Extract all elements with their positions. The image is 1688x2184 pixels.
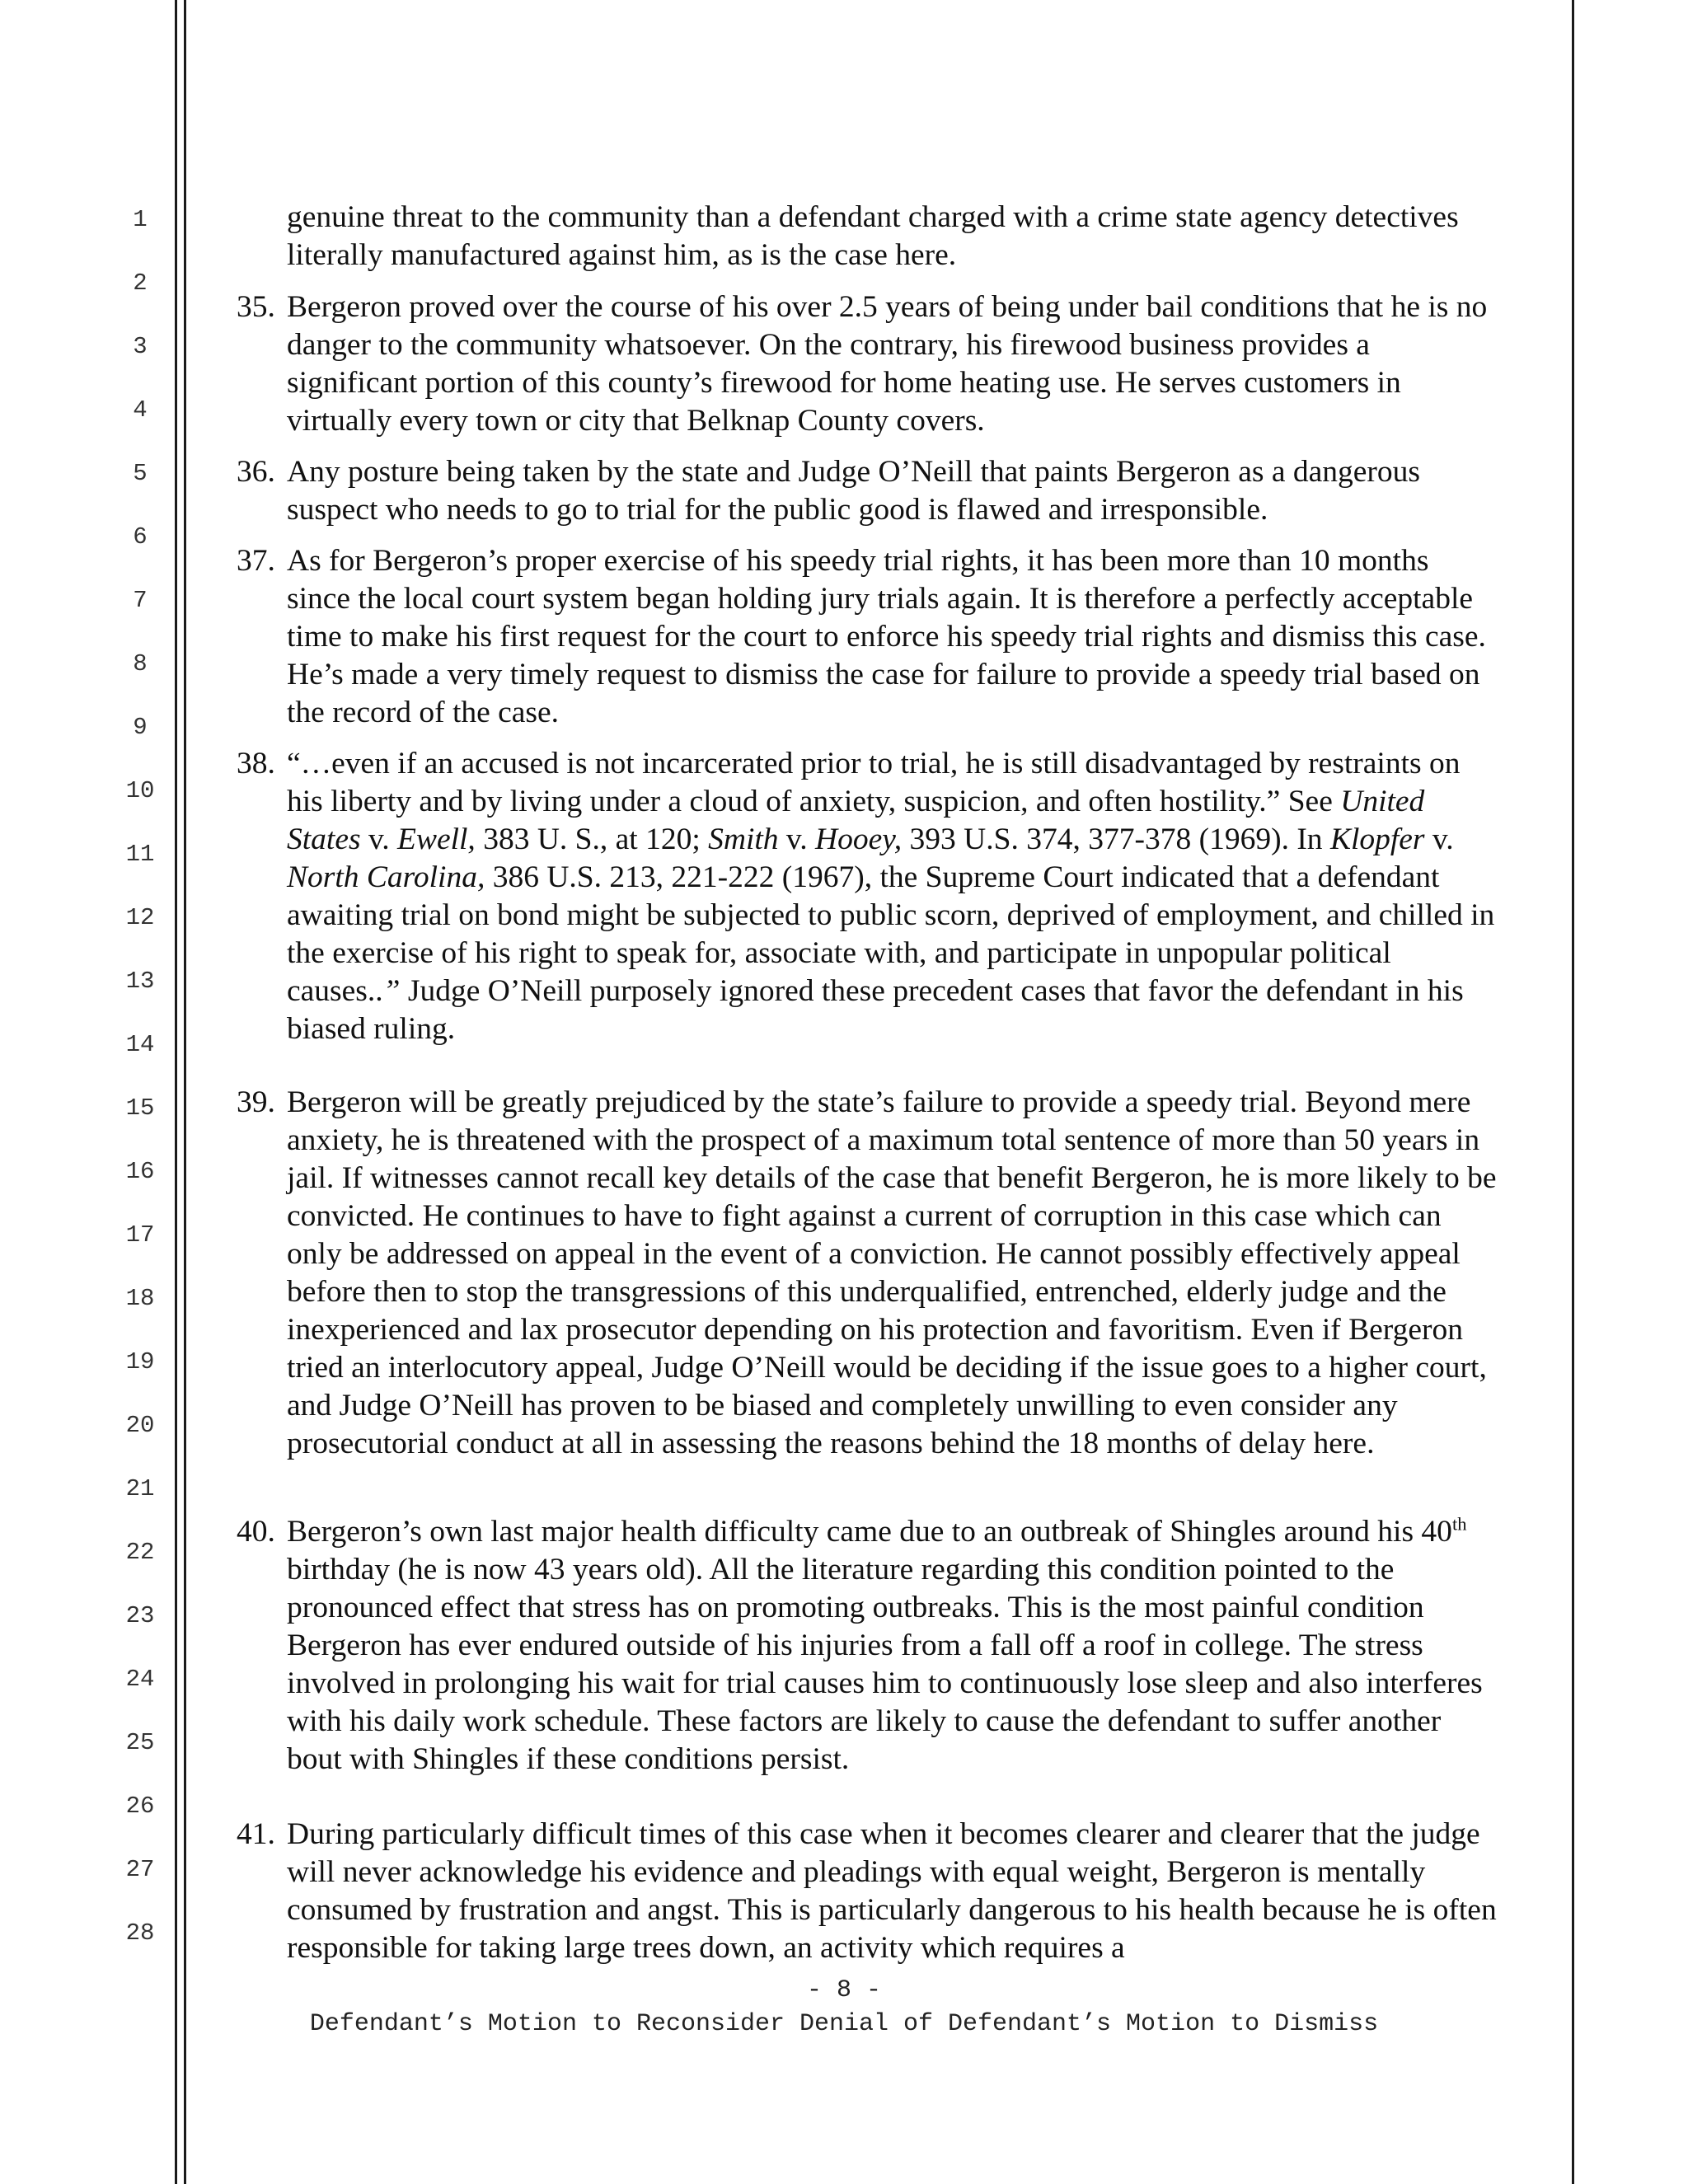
line-number: 1 [133, 206, 148, 233]
paragraph-text: During particularly difficult times of this case when it becomes clearer and clearer that the judge will never acknowledge his evidence and pleadings with equal weight, Bergeron is mentally consumed by frustration and angst. This is particularly dangerous to his health because he is often responsible for taking large trees down, an activity which requires a [287, 1817, 1497, 1965]
paragraph-number: 38. [237, 747, 275, 780]
paragraph-36 [237, 453, 1498, 529]
paragraph-text [287, 745, 1498, 1048]
line-number: 26 [125, 1793, 155, 1820]
paragraph-37 [237, 542, 1498, 732]
paragraph-text: As for Bergeron’s proper exercise of his speedy trial rights, it has been more than 10 months since the local court system began holding jury trials again. It is therefore a perfectly acceptable time to make his first request for the court to enforce his speedy trial rights and dismiss this case. He’s made a very timely request to dismiss the case for failure to provide a speedy trial based on the record of the case. [287, 544, 1486, 729]
line-number: 3 [133, 333, 148, 360]
paragraph-39 [237, 1084, 1498, 1463]
paragraph-number: 41. [237, 1817, 275, 1851]
line-number: 25 [125, 1729, 155, 1756]
case-name: Hooey, [814, 823, 903, 856]
line-number: 21 [125, 1475, 155, 1502]
line-number: 24 [125, 1666, 155, 1693]
line-number: 20 [125, 1412, 155, 1439]
line-number: 4 [133, 396, 148, 424]
paragraph-number: 36. [237, 455, 275, 489]
line-number: 22 [125, 1539, 155, 1566]
line-number: 19 [125, 1348, 155, 1376]
line-number: 9 [133, 714, 148, 741]
case-name: North Carolina, [287, 860, 485, 894]
text-run: v. [1424, 823, 1454, 856]
text-run: 393 U.S. 374, 377-378 (1969). In [902, 823, 1330, 856]
line-number: 28 [125, 1919, 155, 1947]
line-number: 17 [125, 1221, 155, 1249]
right-margin-rule [1572, 0, 1574, 2184]
text-run: 386 U.S. 213, 221-222 (1967), the Supreme Court indicated that a defendant awaiting trial on bond might be subjected to public scorn, deprived of employment, and chilled in the exercise of his right to speak for, associate with, and participate in unpopular political causes.. [287, 860, 1495, 1008]
paragraph-number: 40. [237, 1515, 275, 1549]
line-number: 16 [125, 1158, 155, 1185]
line-number: 27 [125, 1856, 155, 1883]
line-number: 18 [125, 1285, 155, 1312]
case-name: Ewell, [397, 823, 476, 856]
text-run: v. [360, 823, 398, 856]
paragraph-number: 37. [237, 544, 275, 578]
paragraph-41 [237, 1816, 1498, 1967]
line-number: 8 [133, 650, 148, 677]
paragraph-text: Any posture being taken by the state and Judge O’Neill that paints Bergeron as a dangerous suspect who needs to go to trial for the public good is flawed and irresponsible. [287, 455, 1420, 527]
paragraph-35 [237, 288, 1498, 440]
line-number: 11 [125, 841, 155, 868]
page-number: - 8 - [806, 1976, 881, 2004]
line-number: 5 [133, 460, 148, 487]
paragraph-text [287, 1513, 1498, 1779]
line-number: 7 [133, 587, 148, 614]
line-number: 10 [125, 777, 155, 804]
paragraph-number: 39. [237, 1085, 275, 1119]
paragraph-text: Bergeron will be greatly prejudiced by the state’s failure to provide a speedy trial. Beyond mere anxiety, he is threatened with the prospect of a maximum total sentence of more than 50 years in jail. If witnesses cannot recall key details of the case that benefit Bergeron, he is more likely to be convicted. He continues to have to fight against a current of corruption in this case which can only be addressed on appeal in the event of a conviction. He cannot possibly effectively appeal before then to stop the transgressions of this underqualified, entrenched, elderly judge and the inexperienced and lax prosecutor depending on his protection and favoritism. Even if Bergeron tried an interlocutory appeal, Judge O’Neill would be deciding if the issue goes to a higher court, and Judge O’Neill has proven to be biased and completely unwilling to even consider any prosecutorial conduct at all in assessing the reasons behind the 18 months of delay here. [287, 1085, 1497, 1460]
line-number: 15 [125, 1094, 155, 1122]
case-name: Klopfer [1329, 823, 1425, 856]
left-margin-rule [175, 0, 177, 2184]
paragraph-38 [237, 745, 1498, 1048]
case-name: United States [287, 785, 1425, 856]
line-number: 14 [125, 1031, 155, 1058]
line-number: 13 [125, 968, 155, 995]
text-run: Judge O’Neill purposely ignored these precedent cases that favor the defendant in his biased ruling. [287, 974, 1464, 1046]
case-name: Smith [708, 823, 779, 856]
text-run: birthday (he is now 43 years old). All the literature regarding this condition pointed to the pronounced effect that stress has on promoting outbreaks. This is the most painful condition Bergeron has ever endured outside of his injuries from a fall off a roof in college. The stress involved in prolonging his wait for trial causes him to continuously lose sleep and also interferes with his daily work schedule. These factors are likely to cause the defendant to suffer another bout with Shingles if these conditions persist. [287, 1553, 1483, 1776]
paragraph-40 [237, 1513, 1498, 1779]
text-run: “…even if an accused is not incarcerated prior to trial, he is still disadvantaged by restraints on his liberty and by living under a cloud of anxiety, suspicion, and often hostility.” See [287, 747, 1461, 818]
line-number: 12 [125, 904, 155, 931]
line-number: 23 [125, 1602, 155, 1629]
text-run: Bergeron’s own last major health difficulty came due to an outbreak of Shingles around his 40 [287, 1515, 1452, 1549]
paragraph-number: 35. [237, 290, 275, 324]
line-number: 6 [133, 523, 148, 551]
paragraph-continuation: genuine threat to the community than a defendant charged with a crime state agency detectives literally manufactured against him, as is the case here. [287, 200, 1459, 272]
text-run: 383 U. S., at 120; [475, 823, 709, 856]
superscript: th [1451, 1513, 1467, 1535]
text-run: v. [778, 823, 815, 856]
text-run: ” [382, 974, 401, 1008]
line-number: 2 [133, 269, 148, 297]
paragraph-text: Bergeron proved over the course of his over 2.5 years of being under bail conditions that he is no danger to the community whatsoever. On the contrary, his firewood business provides a significant portion of this county’s firewood for home heating use. He serves customers in virtually every town or city that Belknap County covers. [287, 290, 1488, 438]
footer-title: Defendant’s Motion to Reconsider Denial of Defendant’s Motion to Dismiss [309, 2010, 1379, 2038]
left-margin-rule-inner [184, 0, 186, 2184]
